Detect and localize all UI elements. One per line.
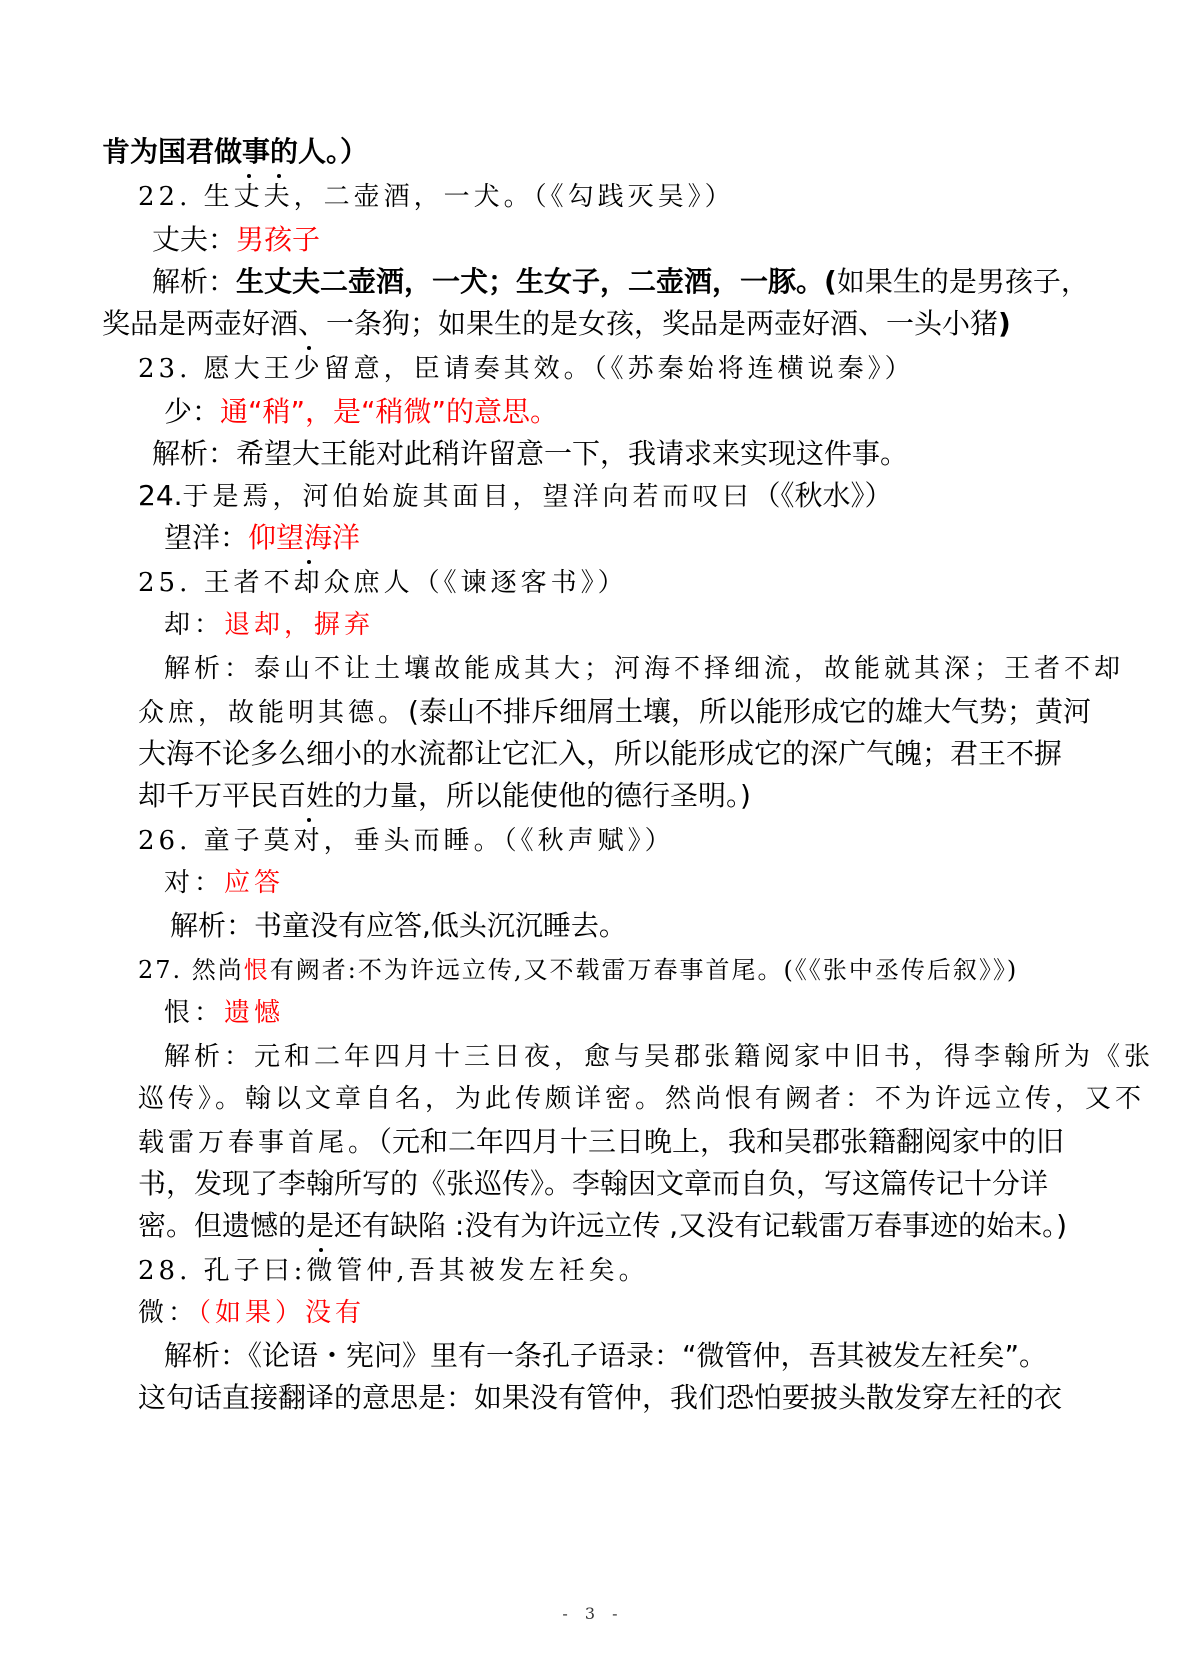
text-line: [138, 1167, 1049, 1200]
item-24-term: [164, 521, 361, 554]
text-span: 27. 然尚: [138, 956, 244, 984]
item-25-question: [138, 570, 628, 596]
text-line: [138, 1381, 1063, 1414]
term-answer: 通“稍”，是“稍微”的意思。: [220, 395, 559, 428]
text-span: 却千万平民百姓的力量，所以能使他的德行圣明。): [138, 779, 751, 812]
highlighted-char: 恨: [243, 956, 270, 984]
term-label: 望洋：: [164, 521, 249, 554]
text-span: （《秋水》）: [752, 479, 893, 512]
text-line: [138, 737, 1063, 770]
text-span: 奖品是两壶好酒、一条狗；如果生的是女孩，奖品是两壶好酒、一头小猪: [102, 307, 999, 340]
text-span: 巡传》。翰以文章自名，为此传颇详密。然尚恨有阙者：不为许远立传，又不: [138, 1084, 1146, 1114]
text-span: 这句话直接翻译的意思是：如果没有管仲，我们恐怕要披头散发穿左衽的衣: [138, 1381, 1063, 1414]
text-span: ): [998, 307, 1011, 340]
emphasis-dot-char: 微: [306, 1256, 337, 1286]
term-answer: 男孩子: [236, 223, 321, 256]
emphasis-dot-char: 夫: [263, 182, 294, 212]
text-span: (泰山不排斥细屑土壤，所以能形成它的雄大气势；黄河: [408, 695, 1091, 728]
text-span: ，二壶酒，一犬。（《勾践灭吴》）: [293, 182, 735, 212]
text-span: 解析：《论语・宪问》里有一条孔子语录：“微管仲，吾其被发左衽矣”。: [164, 1339, 1048, 1372]
analysis-quote: 生丈夫二壶酒，一犬；生女子，二壶酒，一豚。(: [236, 265, 837, 298]
text-span: 管仲,吾其被发左衽矣。: [336, 1256, 649, 1286]
term-label: 对：: [164, 868, 225, 898]
item-26-analysis: [170, 909, 627, 942]
text-span: 密。但遗憾的是还有缺陷 :没有为许远立传 ,又没有记载雷万春事迹的始末。): [138, 1209, 1068, 1242]
emphasis-dot-char: 丈: [233, 182, 264, 212]
term-label: 却：: [164, 610, 225, 640]
text-span: 有阙者:不为许远立传,又不载雷万春事首尾。(《《张中丞传后叙》》): [269, 956, 1019, 984]
text-span: 28. 孔子曰:: [138, 1256, 307, 1286]
text-span: 书，发现了李翰所写的《张巡传》。李翰因文章而自负，写这篇传记十分详: [138, 1167, 1049, 1200]
text-span: 解析：书童没有应答,低头沉沉睡去。: [170, 909, 627, 942]
analysis-translation: 如果生的是男孩子，: [836, 265, 1089, 298]
item-27-question: [138, 958, 1018, 982]
page-number: - 3 -: [562, 1604, 624, 1623]
text-line: [138, 1086, 1145, 1112]
item-25-term: [164, 612, 374, 638]
term-answer: 应答: [224, 868, 285, 898]
text-span: 23. 愿大王: [138, 354, 294, 384]
text-line: [102, 135, 369, 168]
term-label: 微：: [138, 1298, 199, 1328]
text-span: 载雷万春事首尾。: [138, 1128, 379, 1158]
item-25-analysis: [164, 656, 1124, 682]
emphasis-dot-char: 少: [293, 354, 324, 384]
text-span: 25. 王者不: [138, 568, 294, 598]
item-27-analysis: [164, 1044, 1154, 1070]
emphasis-dot-char: 却: [293, 568, 324, 598]
item-26-question: [138, 828, 675, 854]
item-28-analysis: [164, 1339, 1048, 1372]
text-span: 于是焉，河伯始旋其面目，望洋向若而叹曰: [182, 482, 753, 512]
term-answer: 退却，摒弃: [224, 610, 375, 640]
text-span: 留意，臣请奏其效。（《苏秦始将连横说秦》）: [323, 354, 915, 384]
item-24-question: [138, 479, 893, 512]
item-28-term: [138, 1300, 365, 1326]
item-22-term: [152, 223, 321, 256]
item-22-question: [138, 184, 735, 210]
term-label: 丈夫：: [152, 223, 237, 256]
item-23-question: [138, 356, 915, 382]
term-answer: 仰望海洋: [248, 521, 361, 554]
item-27-term: [164, 1000, 284, 1026]
item-28-question: [138, 1258, 649, 1284]
term-label: 恨：: [164, 998, 225, 1028]
text-span: 26. 童子莫: [138, 826, 294, 856]
emphasis-dot-char: 对: [293, 826, 324, 856]
item-25-analysis-cont: [138, 695, 1091, 728]
text-span: （元和二年四月十三日晚上，我和吴郡张籍翻阅家中的旧: [378, 1125, 1065, 1158]
item-22-analysis-cont: [102, 307, 1011, 340]
text-span: 解析：元和二年四月十三日夜，愈与吴郡张籍阅家中旧书，得李翰所为《张: [164, 1042, 1155, 1072]
item-number: 24.: [138, 479, 183, 512]
term-label: 少：: [164, 395, 221, 428]
text-span: 解析：泰山不让土壤故能成其大；河海不择细流，故能就其深；王者不却: [164, 654, 1125, 684]
item-26-term: [164, 870, 284, 896]
text-line: [138, 1209, 1068, 1242]
item-23-analysis: [152, 437, 909, 470]
term-answer: 遗憾: [224, 998, 285, 1028]
text-span: 大海不论多么细小的水流都让它汇入，所以能形成它的深广气魄；君王不摒: [138, 737, 1063, 770]
item-23-term: [164, 395, 559, 428]
text-span: 众庶，故能明其德。: [138, 698, 409, 728]
term-answer: （如果）没有: [198, 1298, 366, 1328]
text-span: ，垂头而睡。（《秋声赋》）: [323, 826, 675, 856]
text-span: 众庶人（《谏逐客书》）: [323, 568, 628, 598]
text-span: 肯为国君做事的人。）: [102, 135, 369, 168]
text-line: [138, 779, 751, 812]
text-line: [138, 1125, 1065, 1158]
text-span: 22. 生: [138, 182, 234, 212]
text-span: 解析：希望大王能对此稍许留意一下，我请求来实现这件事。: [152, 437, 909, 470]
item-22-analysis: [152, 265, 1089, 298]
analysis-label: 解析：: [152, 265, 237, 298]
